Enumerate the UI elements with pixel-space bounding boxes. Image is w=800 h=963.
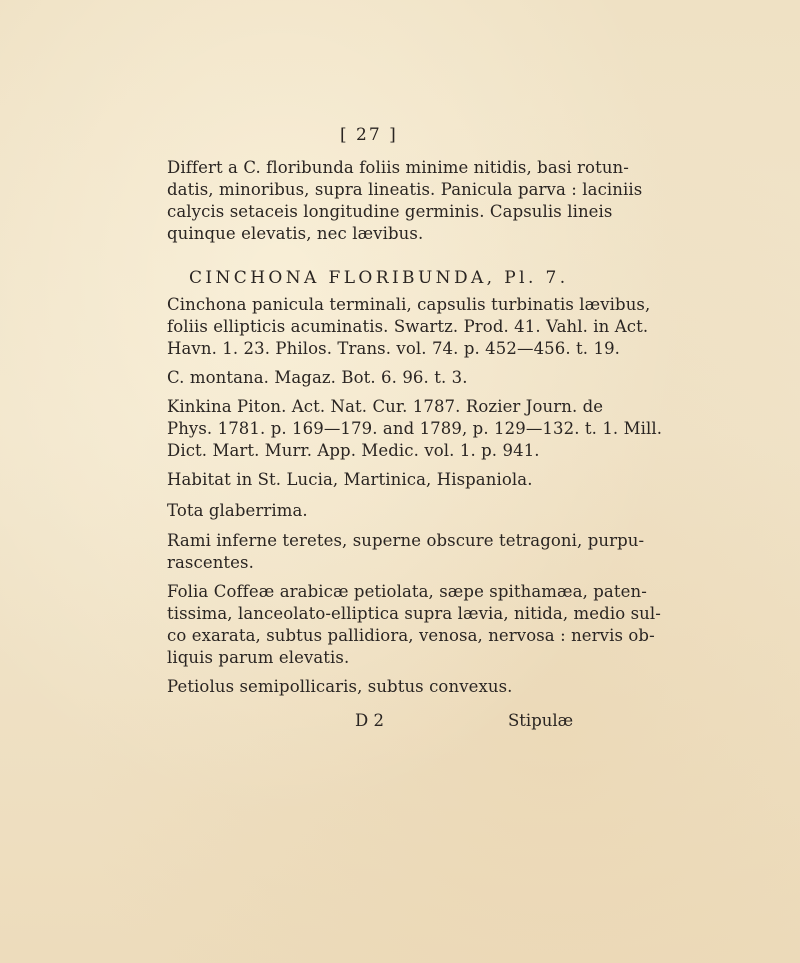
signature-mark: D 2 bbox=[355, 711, 384, 730]
paragraph-1-line-4: quinque elevatis, nec lævibus. bbox=[167, 224, 424, 243]
tota-line: Tota glaberrima. bbox=[167, 501, 308, 520]
folia-line-2: tissima, lanceolato-elliptica supra lævia, nitida, medio sul- bbox=[167, 604, 661, 623]
synonym-kinkina-line-2: Phys. 1781. p. 169—179. and 1789, p. 129—132. t. 1. Mill. bbox=[167, 419, 663, 438]
paragraph-1-line-3: calycis setaceis longitudine germinis. Capsulis lineis bbox=[167, 202, 613, 221]
paragraph-1-line-1: Differt a C. floribunda foliis minime nitidis, basi rotun- bbox=[167, 158, 629, 177]
folia-line-3: co exarata, subtus pallidiora, venosa, nervosa : nervis ob- bbox=[167, 626, 655, 645]
diagnosis-line-2: foliis ellipticis acuminatis. Swartz. Prod. 41. Vahl. in Act. bbox=[167, 317, 649, 336]
page-number-header: [ 27 ] bbox=[340, 125, 398, 145]
paragraph-1-line-2: datis, minoribus, supra lineatis. Panicula parva : laciniis bbox=[167, 180, 643, 199]
rami-line-1: Rami inferne teretes, superne obscure tetragoni, purpu- bbox=[167, 531, 645, 550]
folia-line-4: liquis parum elevatis. bbox=[167, 648, 350, 667]
diagnosis-line-1: Cinchona panicula terminali, capsulis turbinatis lævibus, bbox=[167, 295, 651, 314]
catchword: Stipulæ bbox=[508, 711, 574, 730]
habitat-line: Habitat in St. Lucia, Martinica, Hispaniola. bbox=[167, 470, 533, 489]
folia-line-1: Folia Coffeæ arabicæ petiolata, sæpe spithamæa, paten- bbox=[167, 582, 647, 601]
synonym-kinkina-line-1: Kinkina Piton. Act. Nat. Cur. 1787. Rozier Journ. de bbox=[167, 397, 604, 416]
petiolus-line: Petiolus semipollicaris, subtus convexus. bbox=[167, 677, 513, 696]
synonym-montana: C. montana. Magaz. Bot. 6. 96. t. 3. bbox=[167, 368, 468, 387]
diagnosis-line-3: Havn. 1. 23. Philos. Trans. vol. 74. p. 452—456. t. 19. bbox=[167, 339, 621, 358]
rami-line-2: rascentes. bbox=[167, 553, 254, 572]
synonym-kinkina-line-3: Dict. Mart. Murr. App. Medic. vol. 1. p. 941. bbox=[167, 441, 540, 460]
species-heading: CINCHONA FLORIBUNDA, Pl. 7. bbox=[189, 268, 569, 288]
